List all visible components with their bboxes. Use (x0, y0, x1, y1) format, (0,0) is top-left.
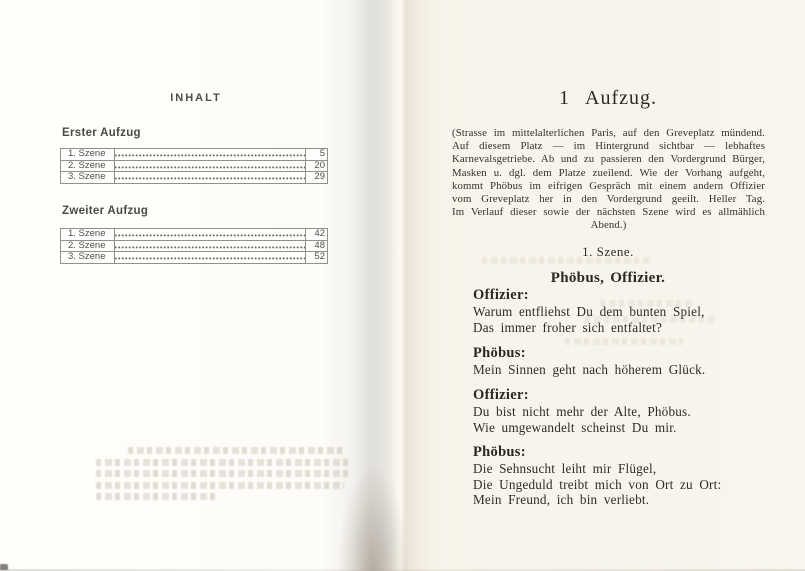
stage-direction (452, 127, 765, 233)
stage-direction-line: Im Verlauf dieser sowie der nächsten Szene wird es allmählich (452, 206, 765, 219)
stage-direction-line: Auf diesem Platz — im Hintergrund sichtbar — lebhaftes (452, 140, 765, 153)
dot-leader (115, 172, 306, 183)
stage-direction-line: Abend.) (590, 219, 627, 232)
dot-leader (115, 252, 306, 263)
toc-page-number: 52 (314, 251, 325, 262)
characters-line: Phöbus, Offizier. (550, 270, 666, 286)
dialogue-block (473, 345, 773, 378)
speaker-name: Phöbus: (473, 444, 526, 460)
toc-entry-label: 1. Szene (61, 149, 115, 160)
bleed-through-text (96, 482, 344, 489)
verse-line: Mein Freund, ich bin verliebt. (473, 492, 650, 507)
act-name: Aufzug. (585, 87, 657, 109)
stage-direction-line: vom Greveplatz her in den Vordergrund geeilt. Heller Tag. (452, 193, 765, 206)
stage-direction-line: Karnevalsgetriebe. Ab und zu passieren den Vordergrund Bürger, (452, 153, 765, 166)
toc-page-number: 20 (314, 159, 325, 171)
toc-table-act1 (60, 148, 328, 184)
dot-leader (115, 241, 306, 252)
stage-direction-line: Masken u. dgl. dem Platze zueilend. Wie der Vorhang aufgeht, (452, 166, 765, 179)
verse-line: Warum entfliehst Du dem bunten Spiel, (473, 304, 705, 319)
table-row (61, 149, 327, 160)
stage-direction-line: kommt Phöbus im eifrigen Gespräch mit einem andern Offizier (452, 179, 765, 192)
toc-section-heading-act2: Zweiter Aufzug (62, 205, 149, 217)
stage-direction-line: (Strasse im mittelalterlichen Paris, auf den Greveplatz mündend. (452, 127, 765, 139)
toc-page-number: 5 (319, 148, 325, 159)
toc-page-number: 29 (314, 171, 325, 182)
bleed-through-text (565, 338, 683, 345)
table-row (61, 240, 327, 252)
toc-page-number: 48 (314, 239, 325, 251)
toc-entry-label: 3. Szene (61, 172, 115, 183)
bleed-through-text (96, 493, 218, 500)
toc-page-number: 42 (314, 228, 325, 239)
dialogue-block (473, 387, 773, 435)
speaker-name: Phöbus: (473, 345, 526, 361)
toc-entry-label: 1. Szene (61, 229, 115, 240)
dot-leader (115, 229, 306, 240)
table-row (61, 171, 327, 183)
bleed-through-text (96, 470, 352, 477)
toc-table-act2 (60, 228, 328, 264)
verse-line: Mein Sinnen geht nach höherem Glück. (473, 362, 706, 377)
bleed-through-text (128, 447, 346, 454)
toc-entry-label: 3. Szene (61, 252, 115, 263)
toc-section-heading-act1: Erster Aufzug (62, 127, 141, 139)
gutter-fold-shadow (330, 415, 420, 571)
table-row (61, 251, 327, 263)
act-number: 1 (559, 87, 570, 109)
dialogue-block (473, 287, 773, 335)
dot-leader (115, 161, 306, 172)
toc-title: INHALT (170, 92, 222, 104)
verse-line: Die Sehnsucht leiht mir Flügel, (473, 461, 657, 476)
verse-line: Das immer froher sich entfaltet? (473, 319, 663, 335)
verse-line: Wie umgewandelt scheinst Du mir. (473, 419, 677, 435)
dot-leader (115, 149, 306, 160)
scene-title: 1. Szene. (582, 244, 634, 259)
toc-entry-label: 2. Szene (61, 161, 115, 172)
scan-corner-mark (0, 564, 8, 570)
verse-line: Du bist nicht mehr der Alte, Phöbus. (473, 404, 691, 419)
dialogue-block (473, 444, 773, 508)
table-row (61, 229, 327, 240)
table-row (61, 160, 327, 172)
bleed-through-text (96, 459, 348, 466)
toc-entry-label: 2. Szene (61, 241, 115, 252)
verse-line: Die Ungeduld treibt mich von Ort zu Ort: (473, 476, 722, 492)
speaker-name: Offizier: (473, 287, 529, 303)
speaker-name: Offizier: (473, 387, 529, 403)
act-title (452, 87, 764, 110)
